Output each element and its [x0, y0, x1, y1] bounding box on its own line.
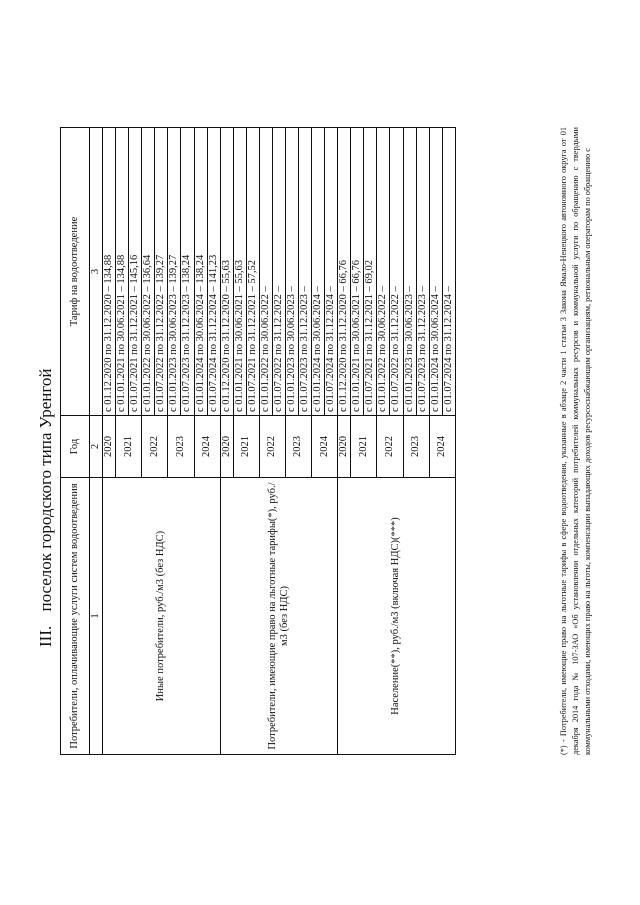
index-1: 1 [90, 478, 103, 755]
year-cell: 2021 [351, 416, 377, 478]
tariff-period-cell: с 01.12.2020 по 31.12.2020 – 55,63 [220, 128, 233, 416]
section-name: поселок городского типа Уренгой [36, 368, 55, 612]
year-cell: 2021 [233, 416, 259, 478]
year-cell: 2023 [285, 416, 311, 478]
tariff-period-cell: с 01.01.2023 по 30.06.2023 – [403, 128, 416, 416]
footnote: (*) - Потребители, имеющие право на льготные тарифы в сфере водоотведения, указанные в абзаце 2 части 1 статьи 3 Закона Ямало-Ненецкого автономного округа от 01 декабря 2014 года № 107-ЗАО «Об установлении отдельных категорий потребителей коммунальных ресурсов и коммунальной услуги по обращению с твердыми коммунальными отходами, имеющих право на льготы, компенсации выпадающих доходов ресурсоснабжающим организациям, региональным операторам по обращению с [559, 127, 593, 755]
year-cell: 2020 [103, 416, 116, 478]
tariff-period-cell: с 01.07.2021 по 31.12.2021 – 145,16 [129, 128, 142, 416]
tariff-period-cell: с 01.07.2021 по 31.12.2021 – 57,52 [246, 128, 259, 416]
tariff-period-cell: с 01.07.2024 по 31.12.2024 – [442, 128, 455, 416]
tariff-period-cell: с 01.01.2021 по 30.06.2021 – 55,63 [233, 128, 246, 416]
tariff-period-cell: с 01.07.2022 по 31.12.2022 – [272, 128, 285, 416]
tariff-period-cell: с 01.01.2022 по 30.06.2022 – [377, 128, 390, 416]
tariff-period-cell: с 01.01.2024 по 30.06.2024 – [312, 128, 325, 416]
table-body [103, 128, 456, 755]
year-cell: 2024 [312, 416, 338, 478]
table-row [103, 128, 116, 755]
table-header-row [61, 128, 90, 755]
tariff-period-cell: с 01.01.2024 по 30.06.2024 – 138,24 [194, 128, 207, 416]
year-cell: 2021 [116, 416, 142, 478]
tariff-period-cell: с 01.12.2020 по 31.12.2020 – 66,76 [338, 128, 351, 416]
tariff-period-cell: с 01.01.2021 по 30.06.2021 – 66,76 [351, 128, 364, 416]
table-row [338, 128, 351, 755]
table-index-row [90, 128, 103, 755]
section-title [36, 369, 56, 648]
year-cell: 2022 [259, 416, 285, 478]
year-cell: 2024 [194, 416, 220, 478]
section-number: III. [36, 625, 55, 647]
tariff-period-cell: с 01.12.2020 по 31.12.2020 – 134,88 [103, 128, 116, 416]
year-cell: 2023 [168, 416, 194, 478]
tariff-period-cell: с 01.07.2023 по 31.12.2023 – 138,24 [181, 128, 194, 416]
year-cell: 2024 [429, 416, 455, 478]
header-tariff: Тариф на водоотведение [61, 128, 90, 416]
tariff-period-cell: с 01.07.2022 по 31.12.2022 – [390, 128, 403, 416]
year-cell: 2020 [338, 416, 351, 478]
header-consumers: Потребители, оплачивающие услуги систем водоотведения [61, 478, 90, 755]
year-cell: 2020 [220, 416, 233, 478]
tariff-period-cell: с 01.07.2022 по 31.12.2022 – 139,27 [155, 128, 168, 416]
tariff-table [60, 127, 456, 755]
index-3: 3 [90, 128, 103, 416]
table-row [220, 128, 233, 755]
tariff-period-cell: с 01.07.2021 по 31.12.2021 – 69,02 [364, 128, 377, 416]
consumer-group: Потребители, имеющие право на льготные тарифы(*), руб./м3 (без НДС) [220, 478, 338, 755]
tariff-period-cell: с 01.07.2023 по 31.12.2023 – [416, 128, 429, 416]
tariff-period-cell: с 01.01.2023 по 30.06.2023 – 139,27 [168, 128, 181, 416]
tariff-period-cell: с 01.07.2024 по 31.12.2024 – 141,23 [207, 128, 220, 416]
tariff-period-cell: с 01.01.2022 по 30.06.2022 – [259, 128, 272, 416]
tariff-period-cell: с 01.07.2024 по 31.12.2024 – [325, 128, 338, 416]
tariff-period-cell: с 01.01.2021 по 30.06.2021 – 134,88 [116, 128, 129, 416]
header-year: Год [61, 416, 90, 478]
index-2: 2 [90, 416, 103, 478]
year-cell: 2022 [142, 416, 168, 478]
tariff-period-cell: с 01.01.2022 по 30.06.2022 – 136,64 [142, 128, 155, 416]
tariff-period-cell: с 01.07.2023 по 31.12.2023 – [299, 128, 312, 416]
tariff-period-cell: с 01.01.2024 по 30.06.2024 – [429, 128, 442, 416]
consumer-group: Иные потребители, руб./м3 (без НДС) [103, 478, 221, 755]
year-cell: 2023 [403, 416, 429, 478]
consumer-group: Население(**), руб./м3 (включая НДС)(***) [338, 478, 456, 755]
year-cell: 2022 [377, 416, 403, 478]
tariff-period-cell: с 01.01.2023 по 30.06.2023 – [285, 128, 298, 416]
